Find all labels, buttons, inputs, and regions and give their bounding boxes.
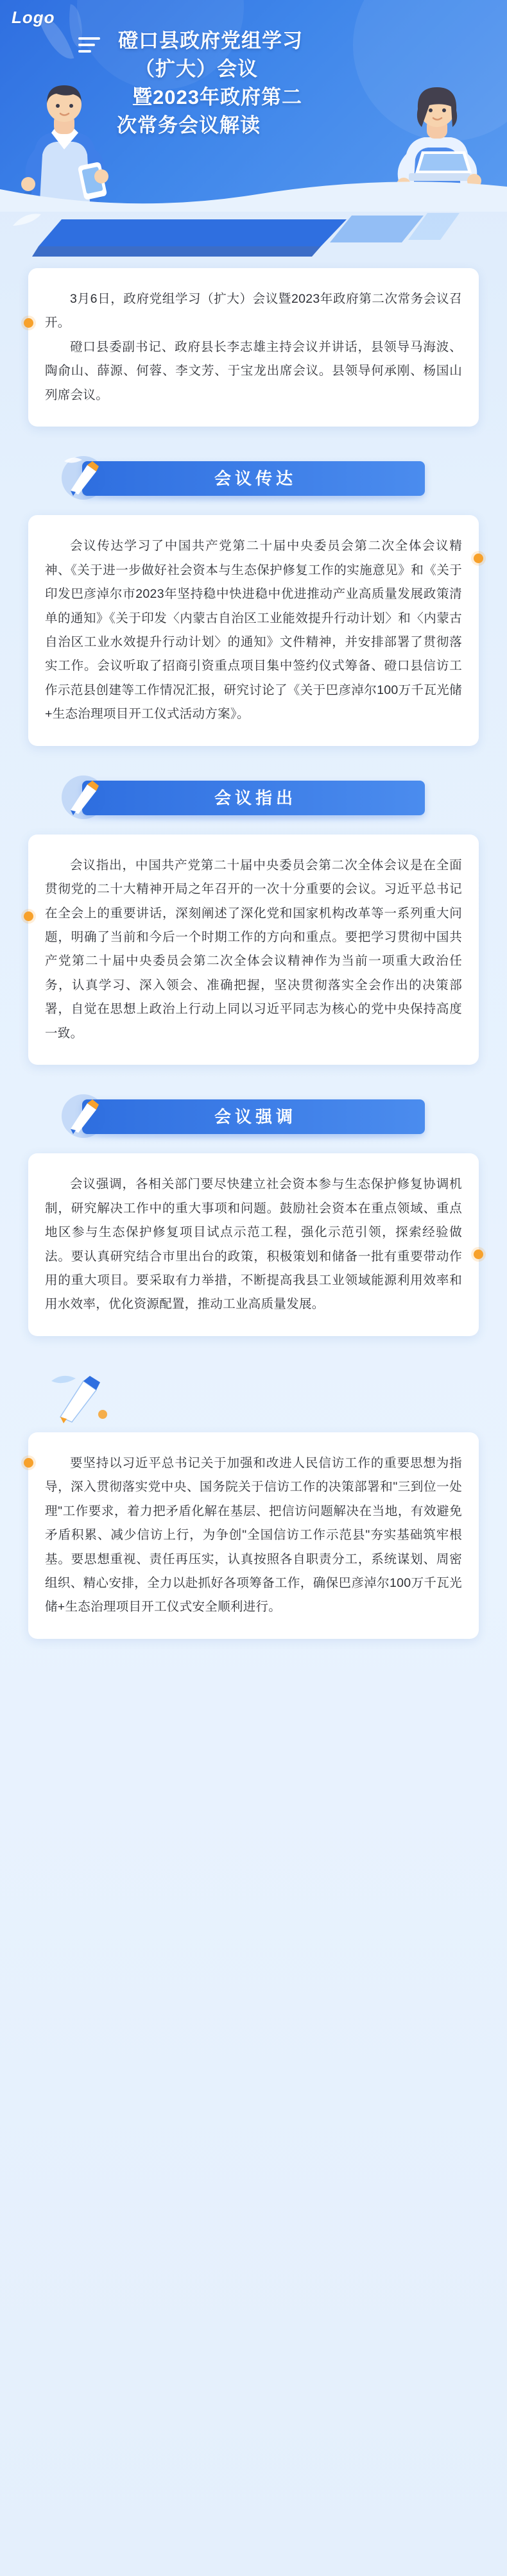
section-paragraph: 会议强调，各相关部门要尽快建立社会资本参与生态保护修复协调机制，研究解决工作中的重大事项和问题。鼓励社会资本在重点领域、重点地区参与生态保护修复项目试点示范工程，强化示范引领，探索经验做法。要认真研究结合市里出台的政策，积极策划和储备一批有重要带动作用的重大项目。要采取有力举措，不断提高我县工业领域能源利用效率和用水效率，优化资源配置，推动工业高质量发展。 — [45, 1177, 462, 1312]
section-card-huiyi-zhichu — [28, 835, 479, 1065]
hamburger-menu-icon[interactable] — [78, 37, 100, 56]
section-title-bar — [82, 781, 425, 815]
section-card-huiyi-qiangdiao — [28, 1153, 479, 1336]
header-bottom-wave — [0, 167, 507, 212]
decorative-dot — [24, 318, 33, 328]
pen-nib-icon — [59, 773, 108, 822]
section-title-text: 会议指出 — [214, 788, 296, 808]
decorative-dot — [474, 554, 483, 563]
closing-card — [28, 1432, 479, 1639]
section-paragraph: 会议传达学习了中国共产党第二十届中央委员会第二次全体会议精神、《关于进一步做好社会资本与生态保护修复工作的实施意见》和《关于印发巴彦淖尔市2023年坚持稳中快进稳中优进推动产业高质量发展政策清单的通知》《关于印发〈内蒙古自治区工业能效提升行动计划〉和〈内蒙古自治区工业水效提升行动计划〉的通知》文件精神，并安排部署了贯彻落实工作。会议听取了招商引资重点项目集中签约仪式筹备、磴口县信访工作示范县创建等工作情况汇报，研究讨论了《关于巴彦淖尔100万千瓦光储+生态治理项目开工仪式活动方案》。 — [45, 539, 462, 722]
page-title-line: 次常务会议解读 — [117, 114, 261, 137]
section-card-huiyi-chuanda — [28, 515, 479, 746]
pen-nib-icon — [47, 1368, 109, 1430]
pen-nib-icon — [59, 453, 108, 502]
intro-paragraph: 磴口县委副书记、政府县长李志雄主持会议并讲话，县领导马海波、陶俞山、薛源、何蓉、李文芳、于宝龙出席会议。县领导何承刚、杨国山列席会议。 — [45, 339, 462, 402]
page-header — [0, 0, 507, 212]
page-title-line: （扩大）会议 — [135, 58, 258, 81]
decorative-dot — [24, 1458, 33, 1468]
closing-paragraph: 要坚持以习近平总书记关于加强和改进人民信访工作的重要思想为指导，深入贯彻落实党中央、国务院关于信访工作的决策部署和"三到位一处理"工作要求，着力把矛盾化解在基层、把信访问题解决在当地，有效避免矛盾积累、减少信访上行，为争创"全国信访工作示范县"夯实基础筑牢根基。要思想重视、责任再压实，认真按照各自职责分工，系统谋划、周密组织、精心安排，全力以赴抓好各项筹备工作，确保巴彦淖尔100万千瓦光储+生态治理项目开工仪式安全顺利进行。 — [45, 1455, 462, 1614]
section-title-bar — [82, 461, 425, 496]
decorative-dot — [24, 911, 33, 921]
intro-paragraph: 3月6日，政府党组学习（扩大）会议暨2023年政府第二次常务会议召开。 — [45, 292, 462, 330]
section-header-huiyi-zhichu — [0, 775, 507, 823]
page-title-line: 暨2023年政府第二 — [132, 86, 302, 109]
intro-card — [28, 268, 479, 427]
page-title-line: 磴口县政府党组学习 — [118, 30, 303, 52]
section-paragraph: 会议指出，中国共产党第二十届中央委员会第二次全体会议是在全面贯彻党的二十大精神开局之年召开的一次十分重要的会议。习近平总书记在全会上的重要讲话，深刻阐述了深化党和国家机构改革等一系列重大问题，明确了当前和今后一个时期工作的方向和重点。要把学习贯彻中国共产党第二十届中央委员会第二次全体会议精神作为当前一项重大政治任务，认真学习、深入领会、准确把握，坚决贯彻落实全会作出的决策部署，自觉在思想上政治上行动上同以习近平同志为核心的党中央保持高度一致。 — [45, 858, 462, 1040]
site-logo[interactable]: Logo — [12, 8, 55, 27]
pen-nib-icon — [59, 1092, 108, 1140]
decorative-dot — [474, 1250, 483, 1259]
section-title-text: 会议强调 — [214, 1107, 296, 1127]
section-header-huiyi-chuanda — [0, 456, 507, 504]
ribbon-divider — [0, 209, 507, 268]
section-header-huiyi-qiangdiao — [0, 1094, 507, 1142]
section-title-text: 会议传达 — [214, 469, 296, 489]
closing-pen-decoration — [0, 1366, 507, 1421]
section-title-bar — [82, 1099, 425, 1134]
